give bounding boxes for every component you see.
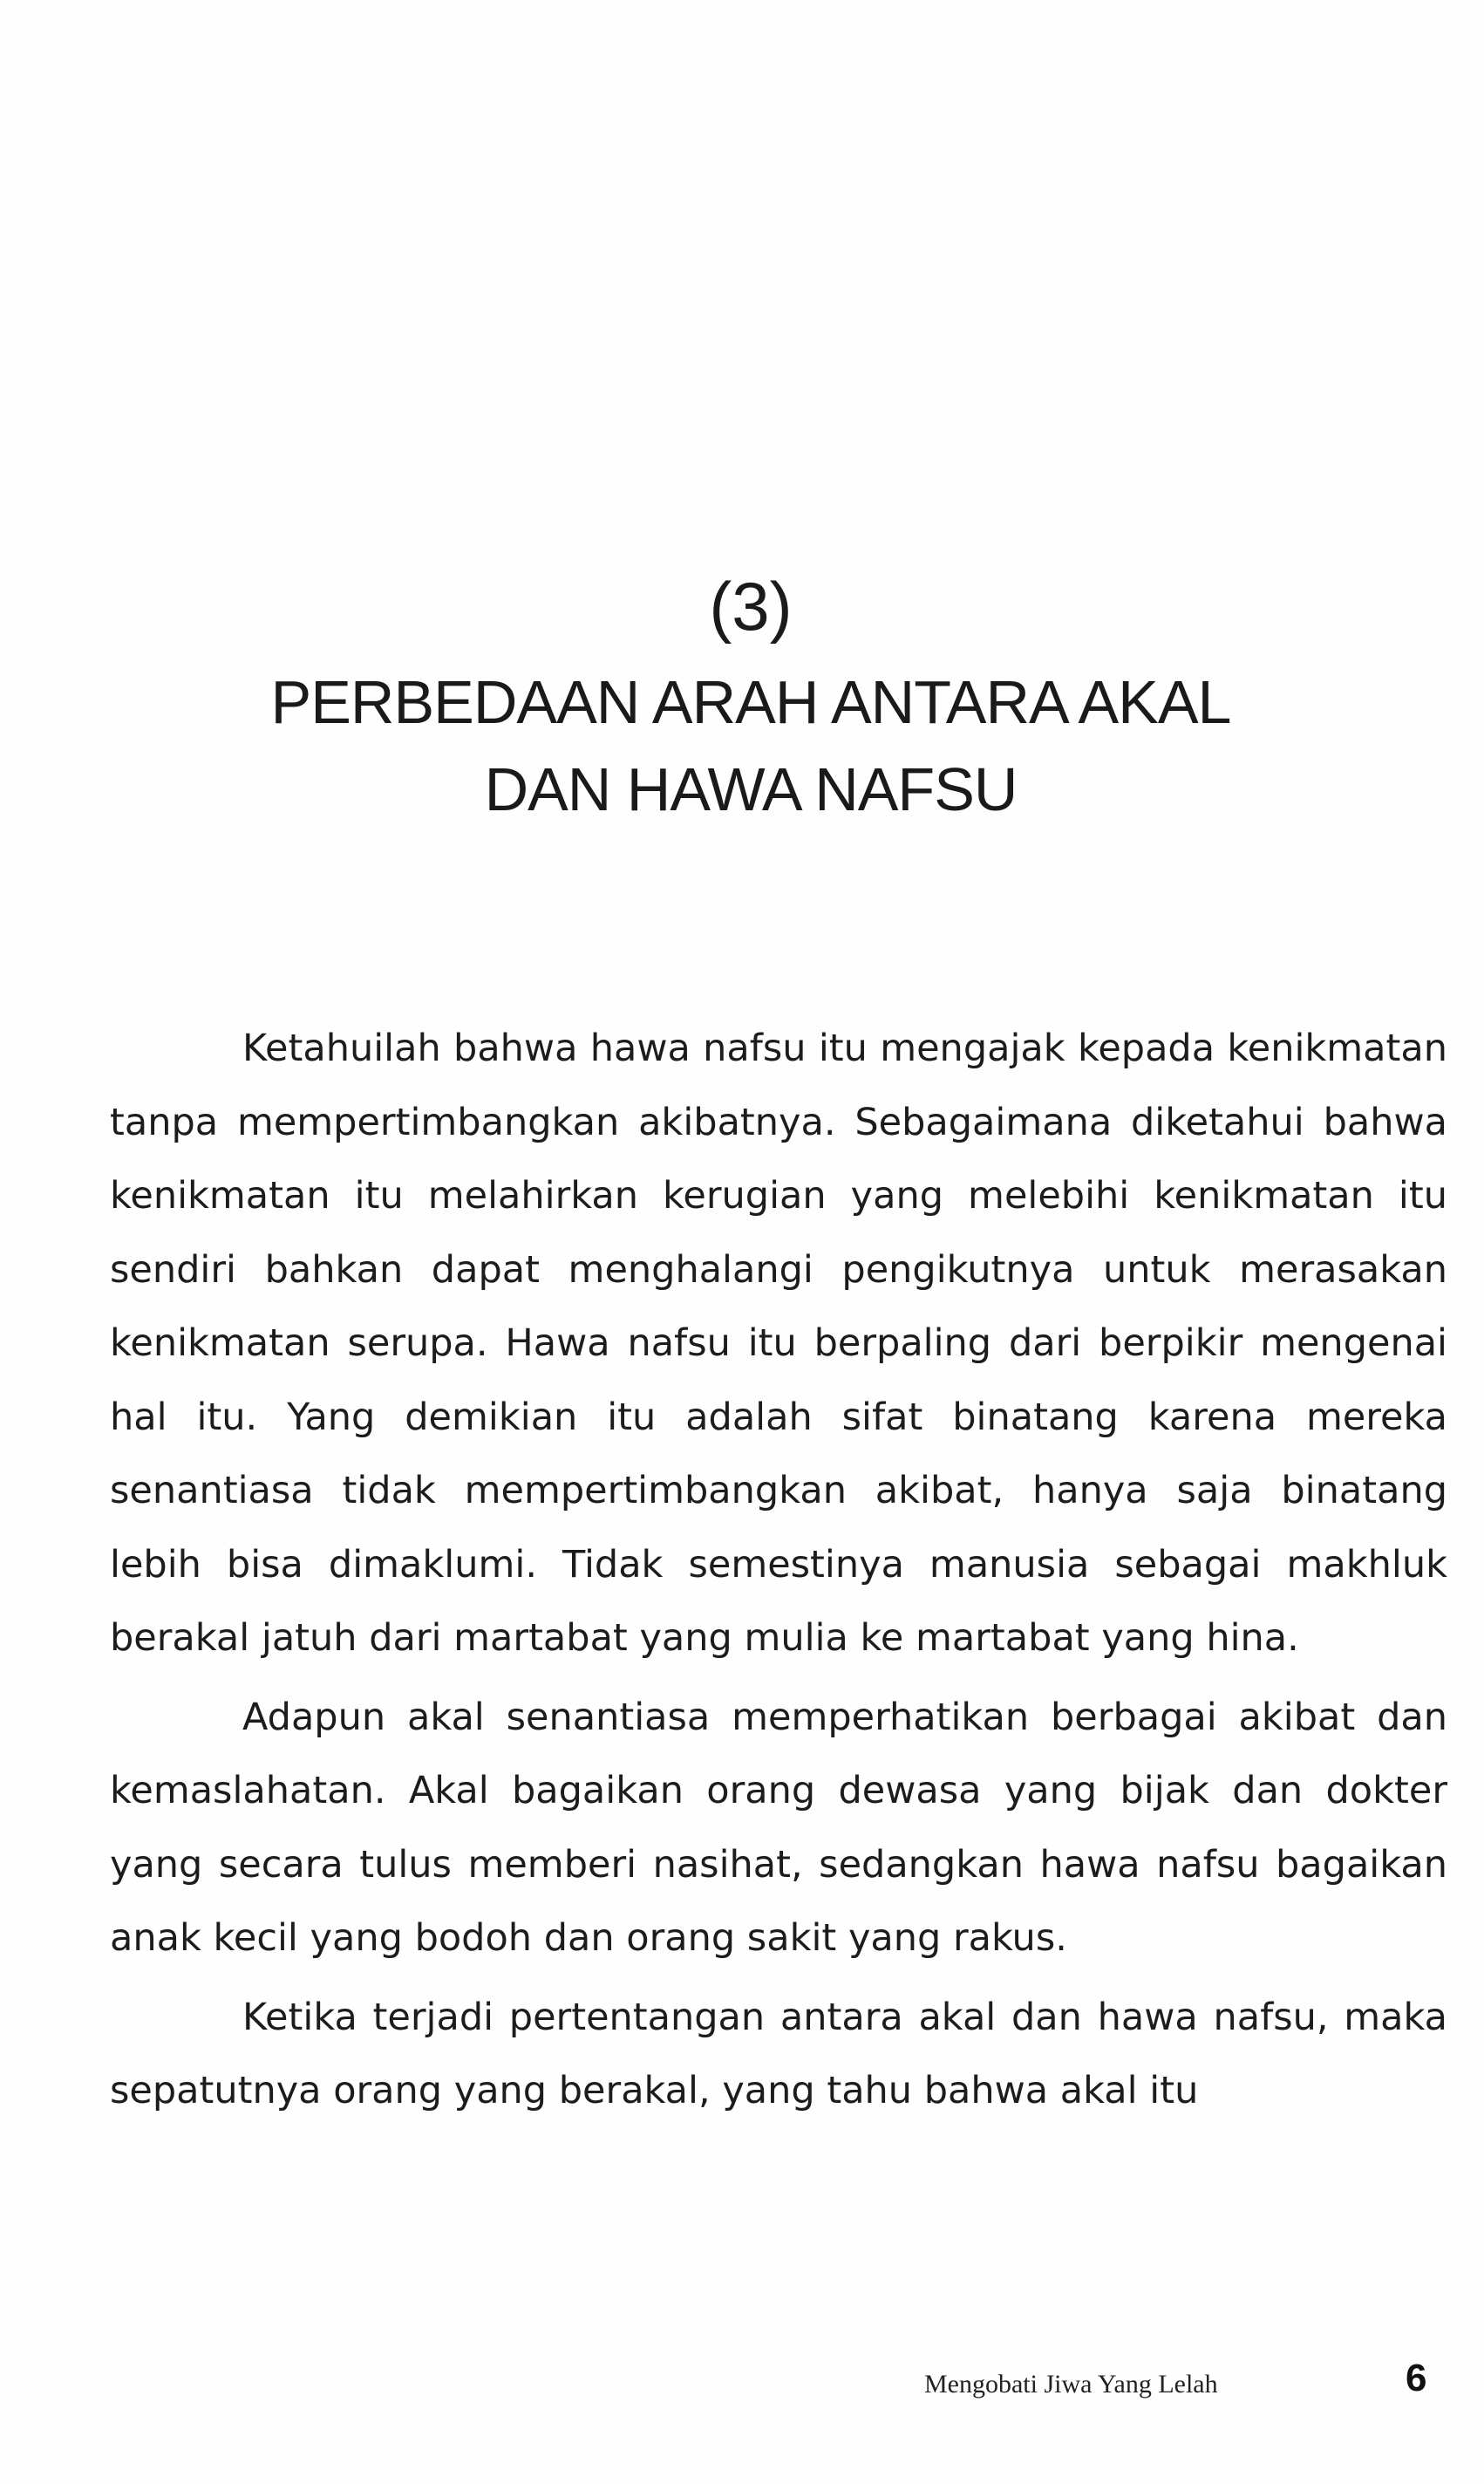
chapter-title-line-2: DAN HAWA NAFSU: [484, 755, 1018, 823]
paragraph-2: Adapun akal senantiasa memperhatikan berbagai akibat dan kemaslahatan. Akal bagaikan orang dewasa yang bijak dan dokter yang secara tulus memberi nasihat, sedangkan hawa nafsu bagaikan anak kecil yang bodoh dan orang sakit yang rakus.: [110, 1695, 1447, 1960]
running-footer-title: Mengobati Jiwa Yang Lelah: [924, 2370, 1218, 2399]
chapter-number: (3): [709, 568, 793, 645]
paragraph-1: Ketahuilah bahwa hawa nafsu itu mengajak kepada kenikmatan tanpa mempertimbangkan akibatnya. Sebagaimana diketahui bahwa kenikmatan itu melahirkan kerugian yang melebihi kenikmatan itu sendiri bahkan dapat menghalangi pengikutnya untuk merasakan kenikmatan serupa. Hawa nafsu itu berpaling dari berpikir mengenai hal itu. Yang demikian itu adalah sifat binatang karena mereka senantiasa tidak mempertimbangkan akibat, hanya saja binatang lebih bisa dimaklumi. Tidak semestinya manusia sebagai makhluk berakal jatuh dari martabat yang mulia ke martabat yang hina.: [110, 1027, 1447, 1660]
paragraph-3: Ketika terjadi pertentangan antara akal dan hawa nafsu, maka sepatutnya orang yang berakal, yang tahu bahwa akal itu: [110, 1995, 1447, 2112]
chapter-title: [0, 659, 1484, 833]
page-number: 6: [1406, 2357, 1427, 2399]
chapter-title-line-1: PERBEDAAN ARAH ANTARA AKAL: [270, 668, 1231, 736]
body-text: [110, 1012, 1447, 2128]
